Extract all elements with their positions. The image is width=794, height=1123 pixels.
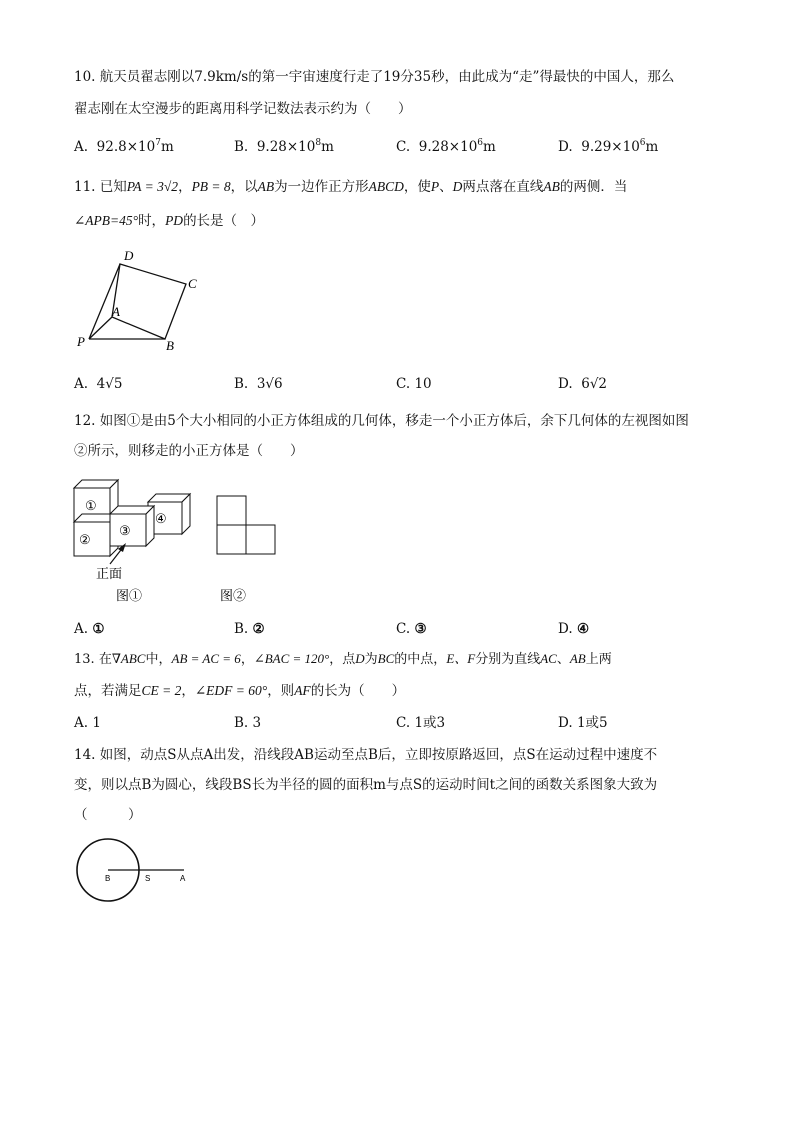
q11-option-d[interactable]: D. 6√2 [558,376,608,392]
q11-line2: ∠APB=45°时，PD的长是（ ） [74,213,265,229]
q13-option-a[interactable]: A. 1 [74,715,101,731]
q11-option-a[interactable]: A. 4√5 [74,376,123,392]
q14-label-a: A [180,874,186,883]
q12-fig1-caption: 图① [116,588,143,603]
q14-line3 [74,806,142,824]
q10-option-b[interactable]: B. $9.28\times 10^8m$ [234,138,334,155]
q10-text-2: 翟志刚在太空漫步的距离用科学记数法表示约为（ ） [74,101,412,117]
q11-segment-pa [89,317,112,339]
q12-option-a[interactable]: A. ① [74,621,105,637]
q12-view-top-square [217,496,246,525]
q12-number: 12. [74,413,96,429]
q11-option-c[interactable]: C. 10 [396,376,432,392]
q13-option-c[interactable]: C. 1或3 [396,715,446,731]
svg-text:④: ④ [155,511,167,526]
q12-text-2: ②所示，则移走的小正方体是（ ） [74,443,304,459]
q14-circle-figure [72,836,196,906]
q12-front-label: 正面 [96,566,123,581]
q10-line1 [74,68,674,86]
q10-option-a[interactable]: A. $92.8\times 10^7m$ [74,138,174,155]
q11-square-figure [74,244,214,356]
q12-option-b[interactable]: B. ② [234,621,265,637]
q11-label-b: B [166,338,174,353]
q11-pb: PB = 8 [191,179,231,194]
q14-label-b: B [105,874,111,883]
q10-option-c[interactable]: C. $9.28\times 10^6m$ [396,138,496,155]
q11-square-abcd [112,264,186,339]
svg-text:③: ③ [119,523,131,538]
q14-text-1: 如图，动点S从点A出发，沿线段AB运动至点B后，立即按原路返回，点S在运动过程中速度不 [99,747,658,763]
q11-label-c: C [188,276,197,291]
q13-line1: 13. 在∇ABC中，AB = AC = 6，∠BAC = 120°，点D为BC的中点，E、F分别为直线AC、AB上两 [74,651,612,667]
q12-line2 [74,442,304,460]
q11-number: 11. [74,179,96,195]
q10-text-1: 航天员翟志刚以7.9km/s的第一宇宙速度行走了19分35秒，由此成为“走”得最快的中国人，那么 [99,69,675,85]
q12-line1 [74,412,689,430]
svg-text:①: ① [85,498,97,513]
q14-label-s: S [145,874,151,883]
q11-option-b[interactable]: B. 3√6 [234,376,283,392]
q14-line1 [74,746,657,764]
q12-text-1: 如图①是由5个大小相同的小正方体组成的几何体，移走一个小正方体后，余下几何体的左视图如图 [99,413,689,429]
q11-line1: 11. 已知PA = 3√2，PB = 8，以AB为一边作正方形ABCD，使P、D两点落在直线AB的两侧．当 [74,179,628,195]
q12-left-view-figure [212,492,282,608]
q11-label-p: P [77,334,85,349]
q11-pa: PA = 3√2 [126,179,179,194]
q12-cube-figure [70,472,200,608]
q12-fig2-caption: 图② [220,588,247,603]
q14-line2 [74,776,657,794]
q14-text-2: 变，则以点B为圆心，线段BS长为半径的圆的面积m与点S的运动时间t之间的函数关系图象大致为 [74,777,658,793]
q10-number: 10. [74,69,96,85]
q14-number: 14. [74,747,96,763]
q11-label-d: D [124,248,134,263]
svg-text:②: ② [79,532,91,547]
q11-label-a: A [112,304,120,319]
q12-view-bottom-right-square [246,525,275,554]
q13-option-d[interactable]: D. 1或5 [558,715,608,731]
q11-angle: ∠APB=45° [74,213,139,228]
q13-option-b[interactable]: B. 3 [234,715,262,731]
q13-number: 13. [74,652,95,667]
q10-option-d[interactable]: D. $9.29\times 10^6m$ [558,138,659,155]
q14-text-3: （ ） [74,807,142,823]
q11-segment-pd [89,264,120,339]
q12-option-c[interactable]: C. ③ [396,621,427,637]
q10-line2 [74,100,412,118]
q13-line2: 点，若满足CE = 2，∠EDF = 60°，则AF的长为（ ） [74,683,406,699]
q12-option-d[interactable]: D. ④ [558,621,590,637]
q12-view-bottom-left-square [217,525,246,554]
